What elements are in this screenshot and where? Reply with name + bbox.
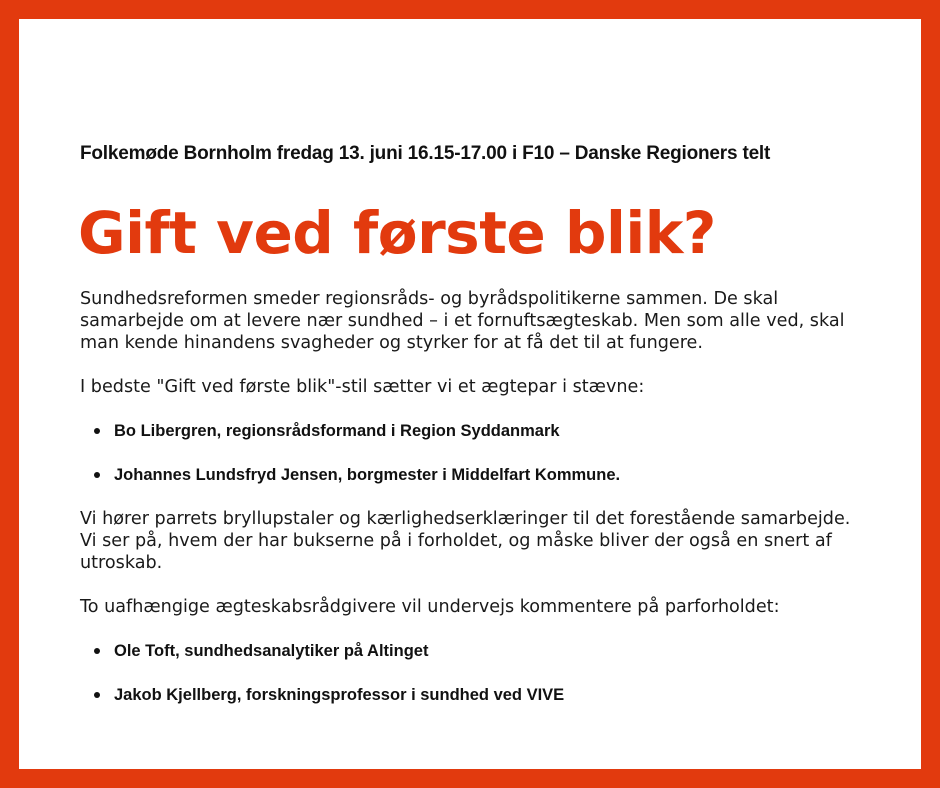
page-frame bbox=[19, 19, 921, 769]
couple-intro-paragraph: I bedste "Gift ved første blik"-stil sætter vi et ægtepar i stævne: bbox=[80, 377, 645, 397]
bullet-icon bbox=[94, 472, 100, 478]
event-info: Folkemøde Bornholm fredag 13. juni 16.15-17.00 i F10 – Danske Regioners telt bbox=[80, 143, 771, 164]
advisors-intro-paragraph: To uafhængige ægteskabsrådgivere vil undervejs kommentere på parforholdet: bbox=[80, 597, 780, 617]
list-item bbox=[94, 686, 564, 705]
list-item bbox=[94, 422, 560, 441]
list-item bbox=[94, 466, 620, 485]
list-item-text: Bo Libergren, regionsrådsformand i Region Syddanmark bbox=[114, 422, 560, 440]
list-item-text: Jakob Kjellberg, forskningsprofessor i sundhed ved VIVE bbox=[114, 686, 565, 704]
list-item-text: Ole Toft, sundhedsanalytiker på Altinget bbox=[114, 642, 429, 660]
intro-paragraph: Sundhedsreformen smeder regionsråds- og byrådspolitikerne sammen. De skal samarbejde om at levere nær sundhed – i et fornuftsægteskab. Men som alle ved, skal man kende hinandens svagheder og styrker for at få det til at fungere. bbox=[80, 289, 845, 353]
bullet-icon bbox=[94, 648, 100, 654]
list-item-text: Johannes Lundsfryd Jensen, borgmester i Middelfart Kommune. bbox=[114, 466, 621, 484]
list-item bbox=[94, 642, 428, 661]
page-title: Gift ved første blik? bbox=[78, 199, 716, 267]
bullet-icon bbox=[94, 692, 100, 698]
bullet-icon bbox=[94, 428, 100, 434]
description-paragraph: Vi hører parrets bryllupstaler og kærlighedserklæringer til det forestående samarbejde. Vi ser på, hvem der har bukserne på i forholdet, og måske bliver der også en snert af utroskab. bbox=[80, 509, 851, 573]
